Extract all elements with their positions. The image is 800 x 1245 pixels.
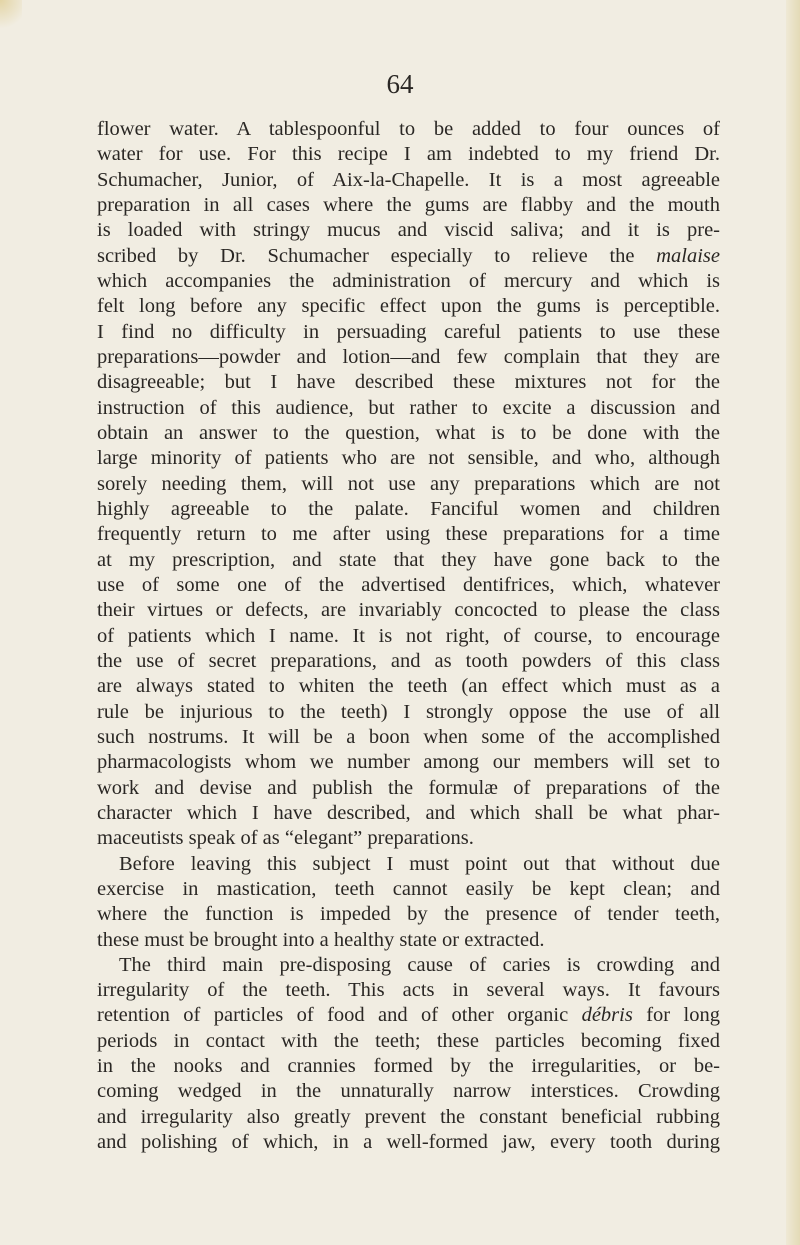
page-number: 64: [386, 69, 414, 99]
text-line: flower water. A tablespoonful to be added to four ounces of: [97, 118, 720, 140]
text-line: preparation in all cases where the gums are flabby and the mouth: [97, 193, 720, 216]
text-line: felt long before any specific effect upon the gums is perceptible.: [97, 295, 720, 318]
text-line: use of some one of the advertised dentifrices, which, whatever: [97, 573, 720, 596]
text-line: and polishing of which, in a well-formed jaw, every tooth during: [97, 1131, 720, 1154]
text-line: work and devise and publish the formulæ of preparations of the: [97, 776, 720, 799]
text-line: disagreeable; but I have described these mixtures not for the: [97, 371, 720, 394]
text-line: water for use. For this recipe I am indebted to my friend Dr.: [97, 143, 720, 166]
italic-term-debris: débris: [581, 1004, 633, 1027]
text-line: Before leaving this subject I must point out that without due: [119, 852, 720, 875]
text-line: The third main pre-disposing cause of caries is crowding and: [119, 953, 720, 976]
text-line: periods in contact with the teeth; these particles becoming fixed: [97, 1029, 720, 1052]
text-run: for long: [632, 1004, 720, 1027]
text-line: large minority of patients who are not sensible, and who, although: [97, 447, 720, 470]
text-line: [97, 244, 720, 269]
text-line: are always stated to whiten the teeth (an effect which must as a: [97, 675, 720, 698]
text-line: [97, 1003, 720, 1028]
text-line: exercise in mastication, teeth cannot easily be kept clean; and: [97, 877, 720, 900]
text-line: instruction of this audience, but rather to excite a discussion and: [97, 396, 720, 419]
text-line: of patients which I name. It is not right, of course, to encourage: [97, 624, 720, 647]
text-line: their virtues or defects, are invariably concocted to please the class: [97, 599, 720, 622]
text-line: character which I have described, and which shall be what phar-: [97, 801, 720, 824]
text-line: these must be brought into a healthy state or extracted.: [97, 928, 545, 951]
text-line: the use of secret preparations, and as tooth powders of this class: [97, 649, 720, 672]
body-text: [97, 117, 720, 1155]
text-line: rule be injurious to the teeth) I strongly oppose the use of all: [97, 700, 720, 723]
text-line: is loaded with stringy mucus and viscid saliva; and it is pre-: [97, 219, 720, 242]
text-run: scribed by Dr. Schumacher especially to relieve the: [97, 244, 657, 267]
text-line: pharmacologists whom we number among our members will set to: [97, 751, 720, 774]
paper-stain: [0, 0, 22, 28]
italic-term-malaise: malaise: [656, 244, 720, 267]
text-line: in the nooks and crannies formed by the irregularities, or be-: [97, 1055, 720, 1078]
text-line: obtain an answer to the question, what is to be done with the: [97, 421, 720, 444]
text-line: sorely needing them, will not use any preparations which are not: [97, 472, 720, 495]
text-line: I find no difficulty in persuading careful patients to use these: [97, 320, 720, 343]
text-line: coming wedged in the unnaturally narrow interstices. Crowding: [97, 1080, 720, 1103]
text-line: frequently return to me after using these preparations for a time: [97, 523, 720, 546]
text-line: preparations—powder and lotion—and few complain that they are: [97, 345, 720, 368]
text-run: retention of particles of food and of other organic: [97, 1004, 582, 1027]
text-line: Schumacher, Junior, of Aix-la-Chapelle. It is a most agreeable: [97, 168, 720, 191]
text-line: where the function is impeded by the presence of tender teeth,: [97, 903, 720, 926]
text-line: irregularity of the teeth. This acts in several ways. It favours: [97, 979, 720, 1002]
text-line: which accompanies the administration of mercury and which is: [97, 269, 720, 292]
page-edge: [786, 0, 800, 1245]
text-line: maceutists speak of as “elegant” preparations.: [97, 827, 474, 850]
text-line: such nostrums. It will be a boon when some of the accomplished: [97, 725, 720, 748]
text-line: at my prescription, and state that they have gone back to the: [97, 548, 720, 571]
text-line: highly agreeable to the palate. Fanciful women and children: [97, 497, 720, 520]
text-line: and irregularity also greatly prevent the constant beneficial rubbing: [97, 1105, 720, 1128]
